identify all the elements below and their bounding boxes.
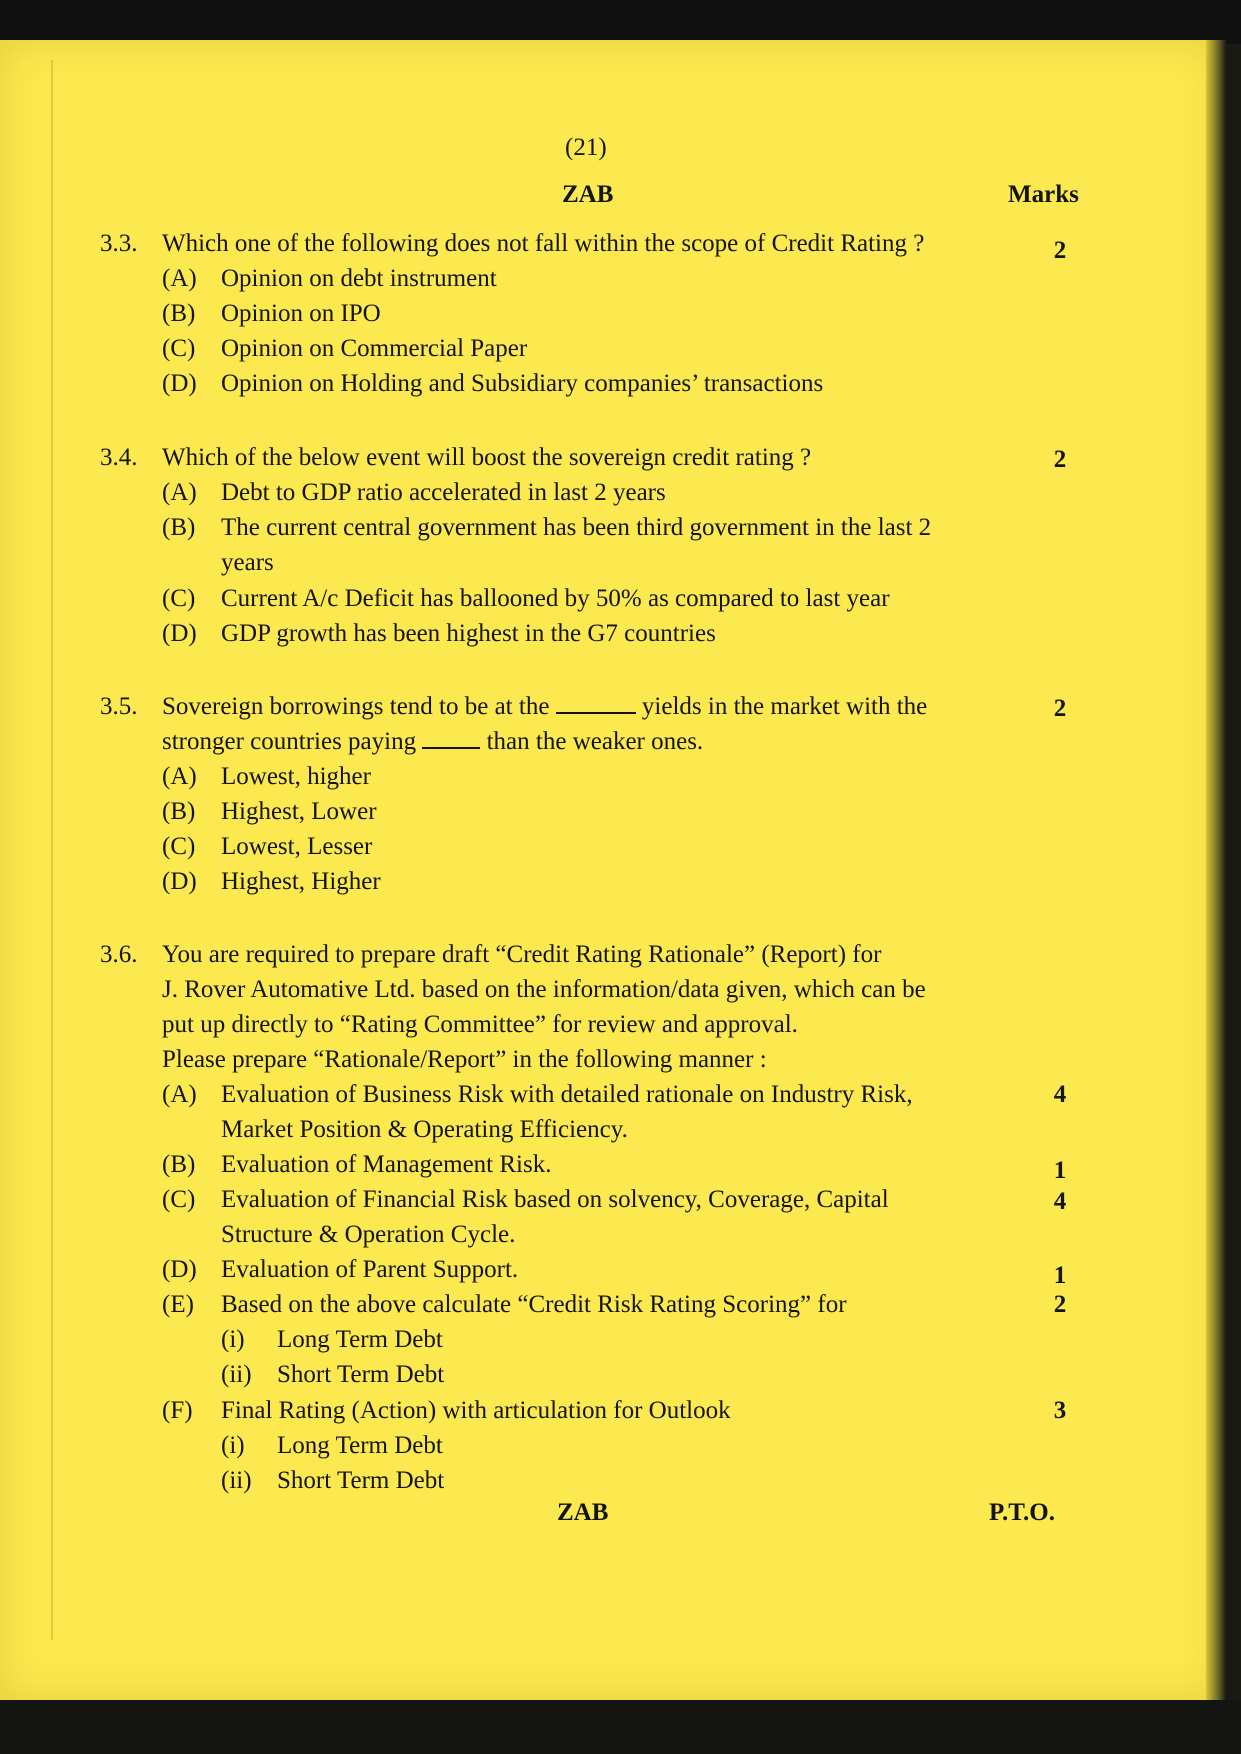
part-label: (D) [162,1256,197,1283]
option-text: Lowest, higher [221,763,371,790]
binding-margin [51,60,53,1640]
question-marks: 2 [1053,446,1067,473]
question-text: Sovereign borrowings tend to be at the [162,693,550,720]
option-label: (D) [162,868,197,895]
part-text: Evaluation of Financial Risk based on solvency, Coverage, Capital [221,1186,889,1213]
option-label: (C) [162,833,196,860]
sub-part-label: (ii) [221,1467,252,1494]
question-text: Which one of the following does not fall within the scope of Credit Rating ? [162,230,925,257]
question-text-line: You are required to prepare draft “Credit Rating Rationale” (Report) for [162,941,882,968]
scan-bottom-border [0,1700,1241,1754]
part-label: (F) [162,1397,193,1424]
option-text: Opinion on IPO [221,300,381,327]
sub-part-text: Short Term Debt [277,1361,445,1388]
part-marks: 1 [1053,1157,1067,1184]
marks-heading: Marks [1008,181,1079,208]
fill-in-blank [556,712,636,714]
option-text: Lowest, Lesser [221,833,373,860]
paper-code: ZAB [562,181,614,208]
sub-part-label: (i) [221,1326,245,1353]
option-label: (C) [162,585,196,612]
footer-paper-code: ZAB [557,1499,609,1526]
part-text: Evaluation of Business Risk with detailed rationale on Industry Risk, [221,1081,913,1108]
part-marks: 3 [1053,1397,1067,1424]
option-label: (A) [162,763,197,790]
option-label: (B) [162,514,196,541]
option-text: Highest, Higher [221,868,381,895]
part-text-continued: Market Position & Operating Efficiency. [221,1116,628,1143]
option-label: (A) [162,479,197,506]
question-text: than the weaker ones. [486,728,704,755]
option-label: (D) [162,620,197,647]
part-marks: 2 [1053,1291,1067,1318]
question-number: 3.5. [100,693,138,720]
option-label: (C) [162,335,196,362]
question-text-line: put up directly to “Rating Committee” for review and approval. [162,1011,798,1038]
question-text: yields in the market with the [641,693,928,720]
option-text: Current A/c Deficit has ballooned by 50% as compared to last year [221,585,890,612]
option-text: Debt to GDP ratio accelerated in last 2 years [221,479,666,506]
question-marks: 2 [1053,695,1067,722]
part-text-continued: Structure & Operation Cycle. [221,1221,516,1248]
option-text: Opinion on Holding and Subsidiary companies’ transactions [221,370,824,397]
part-label: (A) [162,1081,197,1108]
question-number: 3.4. [100,444,138,471]
question-number: 3.6. [100,941,138,968]
option-label: (A) [162,265,197,292]
page-number: (21) [565,134,607,161]
sub-part-text: Long Term Debt [277,1326,443,1353]
question-marks: 2 [1053,237,1067,264]
part-text: Final Rating (Action) with articulation for Outlook [221,1397,731,1424]
question-text-line2 [162,727,703,757]
option-text: Opinion on debt instrument [221,265,497,292]
footer-pto: P.T.O. [989,1499,1055,1526]
scan-top-border [0,0,1241,44]
question-text-part [162,692,927,722]
option-label: (B) [162,300,196,327]
part-label: (E) [162,1291,194,1318]
part-text: Evaluation of Parent Support. [221,1256,519,1283]
option-text: Highest, Lower [221,798,377,825]
part-marks: 4 [1053,1188,1067,1215]
sub-part-label: (i) [221,1432,245,1459]
sub-part-label: (ii) [221,1361,252,1388]
part-marks: 4 [1053,1081,1067,1108]
part-text: Evaluation of Management Risk. [221,1151,552,1178]
option-text: The current central government has been third government in the last 2 [221,514,932,541]
page-edge-shadow [1206,40,1226,1700]
question-text-line: J. Rover Automative Ltd. based on the information/data given, which can be [162,976,926,1003]
question-number: 3.3. [100,230,138,257]
option-label: (B) [162,798,196,825]
sub-part-text: Long Term Debt [277,1432,443,1459]
part-label: (B) [162,1151,196,1178]
option-text: GDP growth has been highest in the G7 countries [221,620,716,647]
part-label: (C) [162,1186,196,1213]
option-text: Opinion on Commercial Paper [221,335,528,362]
option-label: (D) [162,370,197,397]
fill-in-blank [422,747,480,749]
option-text-continued: years [221,549,274,576]
question-text: Which of the below event will boost the sovereign credit rating ? [162,444,812,471]
question-text: stronger countries paying [162,728,417,755]
sub-part-text: Short Term Debt [277,1467,445,1494]
part-text: Based on the above calculate “Credit Risk Rating Scoring” for [221,1291,847,1318]
question-text-line: Please prepare “Rationale/Report” in the following manner : [162,1046,767,1073]
part-marks: 1 [1053,1262,1067,1289]
